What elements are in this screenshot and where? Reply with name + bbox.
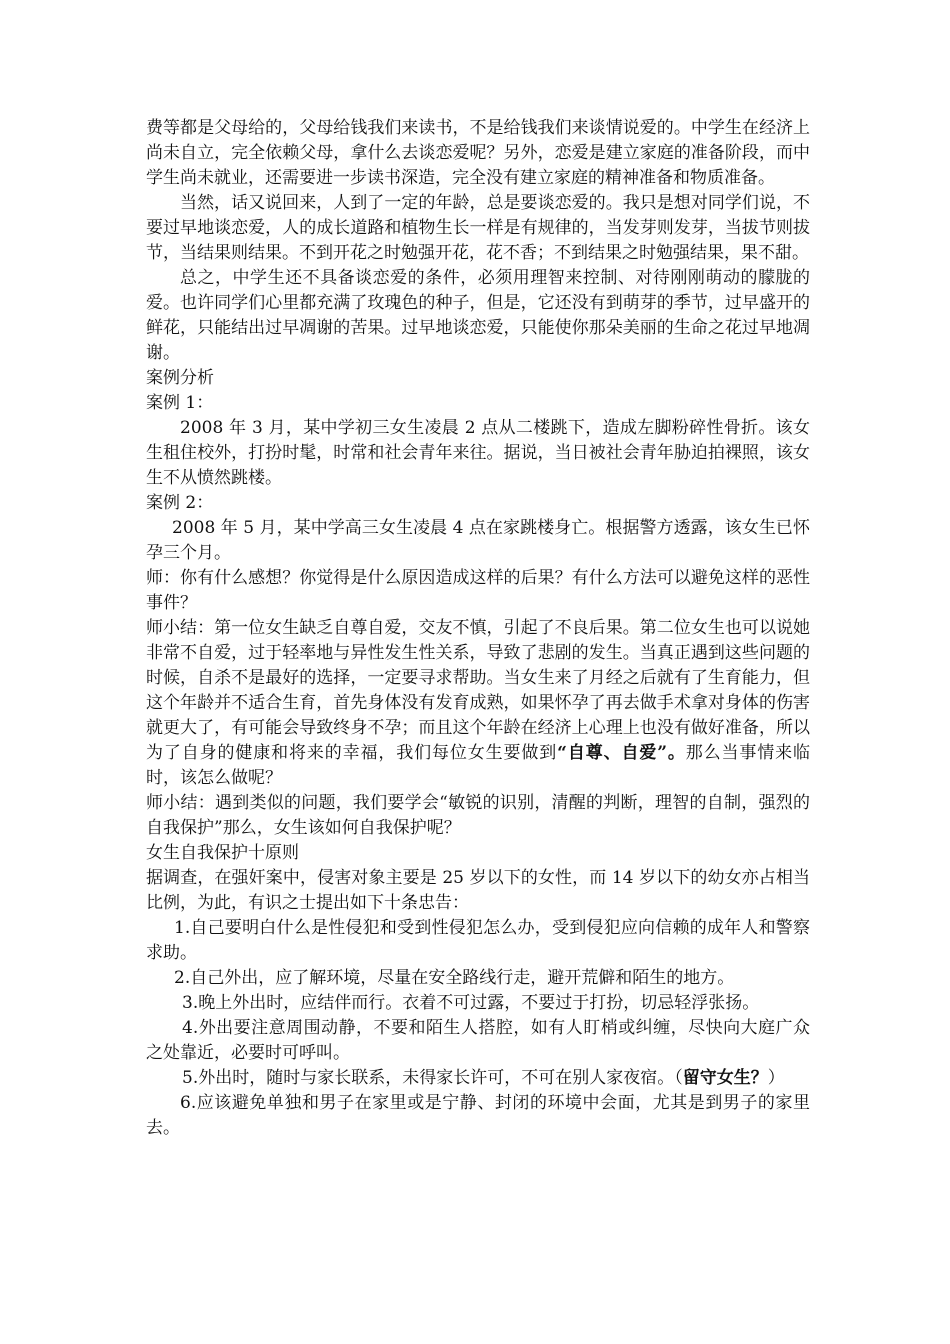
paragraph-love-timing: 当然，话又说回来，人到了一定的年龄，总是要谈恋爱的。我只是想对同学们说，不要过早地谈恋爱，人的成长道路和植物生长一样是有规律的，当发芽则发芽，当拔节则拔节，当结果则结果。不到开花之时勉强开花，花不香；不到结果之时勉强结果，果不甜。: [146, 193, 810, 263]
teacher-summary-1: [146, 616, 810, 791]
case2-label: 案例 2：: [146, 493, 214, 513]
summary1-tail: 那么当事情来临时，该怎么做呢？: [146, 743, 811, 788]
teacher-summary-2: 师小结：遇到类似的问题，我们要学会“敏锐的识别，清醒的判断，理智的自制，强烈的自我保护”那么，女生该如何自我保护呢？: [146, 793, 810, 838]
case2-text: 2008 年 5 月，某中学高三女生凌晨 4 点在家跳楼身亡。根据警方透露，该女生已怀孕三个月。: [146, 518, 810, 563]
item5-emphasis: 留守女生？: [682, 1068, 768, 1088]
survey-paragraph: 据调查，在强奸案中，侵害对象主要是 25 岁以下的女性，而 14 岁以下的幼女亦占相当比例，为此，有识之士提出如下十条忠告：: [146, 868, 810, 913]
paragraph-family-support: 费等都是父母给的，父母给钱我们来读书，不是给钱我们来谈情说爱的。中学生在经济上尚未自立，完全依赖父母，拿什么去谈恋爱呢？另外，恋爱是建立家庭的准备阶段，而中学生尚未就业，还需要进一步读书深造，完全没有建立家庭的精神准备和物质准备。: [146, 118, 810, 188]
paragraph-conclusion: 总之，中学生还不具备谈恋爱的条件，必须用理智来控制、对待刚刚萌动的朦胧的爱。也许同学们心里都充满了玫瑰色的种子，但是，它还没有到萌芽的季节，过早盛开的鲜花，只能结出过早凋谢的苦果。过早地谈恋爱，只能使你那朵美丽的生命之花过早地凋谢。: [146, 268, 810, 363]
summary1-text: 师小结：第一位女生缺乏自尊自爱，交友不慎，引起了不良后果。第二位女生也可以说她非常不自爱，过于轻率地与异性发生性关系，导致了悲剧的发生。当真正遇到这些问题的时候，自杀不是最好的选择，一定要寻求帮助。当女生来了月经之后就有了生育能力，但这个年龄并不适合生育，首先身体没有发育成熟，如果怀孕了再去做手术拿对身体的伤害就更大了，有可能会导致终身不孕；而且这个年龄在经济上心理上也没有做好准备，所以为了自身的健康和将来的幸福，我们每位女生要做到: [146, 618, 810, 763]
principles-title: 女生自我保护十原则: [146, 843, 299, 863]
case1-label: 案例 1：: [146, 393, 214, 413]
item5-close: ）: [767, 1068, 785, 1088]
principle-item-5: [146, 1066, 810, 1091]
case1-text: 2008 年 3 月，某中学初三女生凌晨 2 点从二楼跳下，造成左脚粉碎性骨折。该女生租住校外，打扮时髦，时常和社会青年来往。据说，当日被社会青年胁迫拍裸照，该女生不从愤然跳楼。: [146, 418, 810, 488]
teacher-question: 师：你有什么感想？你觉得是什么原因造成这样的后果？有什么方法可以避免这样的恶性事件？: [146, 568, 810, 613]
item5-text: 5.外出时，随时与家长联系，未得家长许可，不可在别人家夜宿。（: [182, 1068, 683, 1088]
principle-item-2: 2.自己外出，应了解环境，尽量在安全路线行走，避开荒僻和陌生的地方。: [174, 968, 735, 988]
principle-item-1: 1.自己要明白什么是性侵犯和受到性侵犯怎么办，受到侵犯应向信赖的成年人和警察求助。: [146, 918, 810, 963]
principle-item-6: 6.应该避免单独和男子在家里或是宁静、封闭的环境中会面，尤其是到男子的家里去。: [146, 1093, 810, 1138]
case-analysis-heading: 案例分析: [146, 368, 214, 388]
principle-item-3: 3.晚上外出时，应结伴而行。衣着不可过露，不要过于打扮，切忌轻浮张扬。: [182, 993, 760, 1013]
principle-item-4: 4.外出要注意周围动静，不要和陌生人搭腔，如有人盯梢或纠缠，尽快向大庭广众之处靠近，必要时可呼叫。: [146, 1018, 810, 1063]
summary1-emphasis: “自尊、自爱”。: [557, 743, 686, 763]
